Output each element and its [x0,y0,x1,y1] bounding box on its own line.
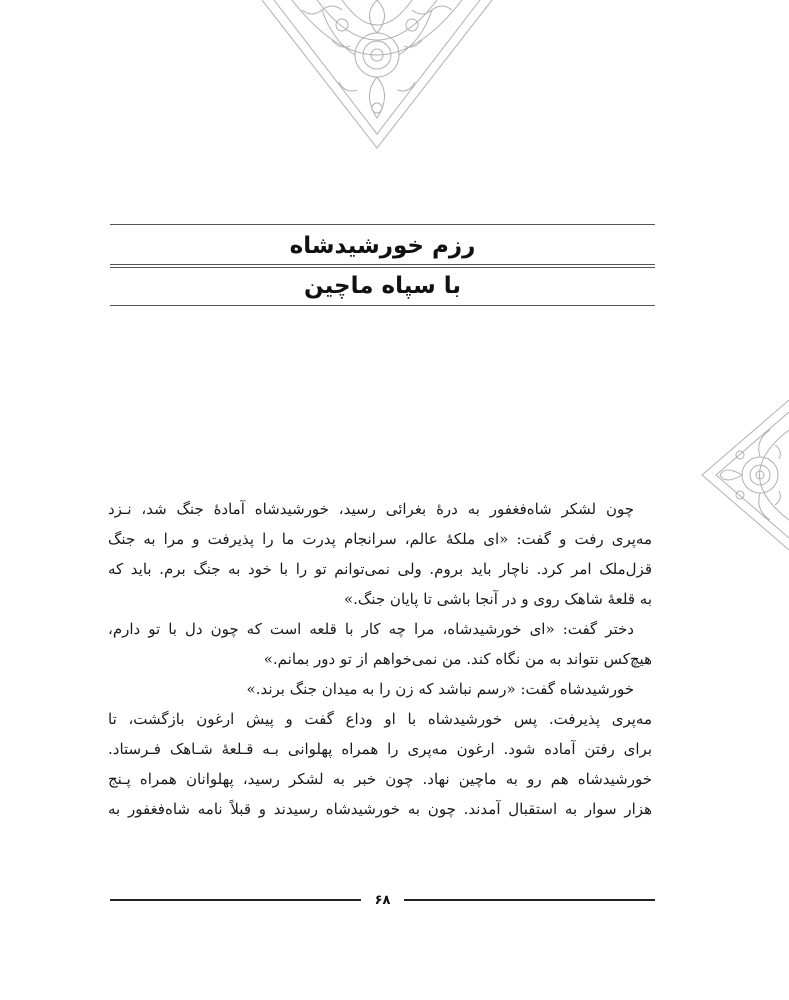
text-line: مه‌پری رفت و گفت: «ای ملکهٔ عالم، سرانجام پدرت ما را پذیرفت و مرا به جنگ [108,530,652,548]
title-rule-bottom [110,305,655,306]
side-arabesque-ornament-icon [700,400,789,550]
text-line: برای رفتن آماده شود. ارغون مه‌پری را همراه پهلوانی بـه قـلعهٔ شـاهک فـرستاد. [108,740,652,758]
text-line: مه‌پری پذیرفت. پس خورشیدشاه با او وداع گفت و پیش ارغون بازگشت، تا [108,710,652,728]
title-line-1: رزم خورشیدشاه [289,233,476,259]
text-line: به قلعهٔ شاهک روی و در آنجا باشی تا پایان جنگ.» [343,590,652,608]
top-arabesque-ornament-icon [262,0,492,150]
title-rule-middle [110,264,655,268]
text-line: خورشیدشاه گفت: «رسم نباشد که زن را به میدان جنگ برند.» [246,680,634,698]
text-line: چون لشکر شاه‌فغفور به درهٔ بغرائی رسید، خورشیدشاه آمادهٔ جنگ شد، نـزد [108,500,634,518]
footer-rule-right [404,899,655,901]
chapter-title [110,224,655,306]
footer-rule-left [110,899,361,901]
title-rule-top [110,224,655,225]
page-footer [110,888,655,912]
text-line: قزل‌ملک امر کرد. ناچار باید بروم. ولی نمی‌توانم تو را با خود به جنگ برم. باید که [108,560,652,578]
text-line: هزار سوار به استقبال آمدند. چون به خورشیدشاه رسیدند و قبلاً نامه شاه‌فغفور به [108,800,652,818]
page-number: ۶۸ [374,892,391,908]
title-line-2: با سپاه ماچین [303,273,462,299]
body-text [108,494,652,824]
text-line: خورشیدشاه هم رو به ماچین نهاد. چون خبر به لشکر رسید، پهلوانان همراه پـنج [108,770,652,788]
text-line: دختر گفت: «ای خورشیدشاه، مرا چه کار با قلعه است که چون دل با تو دارم، [108,620,634,638]
text-line: هیچ‌کس نتواند به من نگاه کند. من نمی‌خواهم از تو دور بمانم.» [263,650,652,668]
